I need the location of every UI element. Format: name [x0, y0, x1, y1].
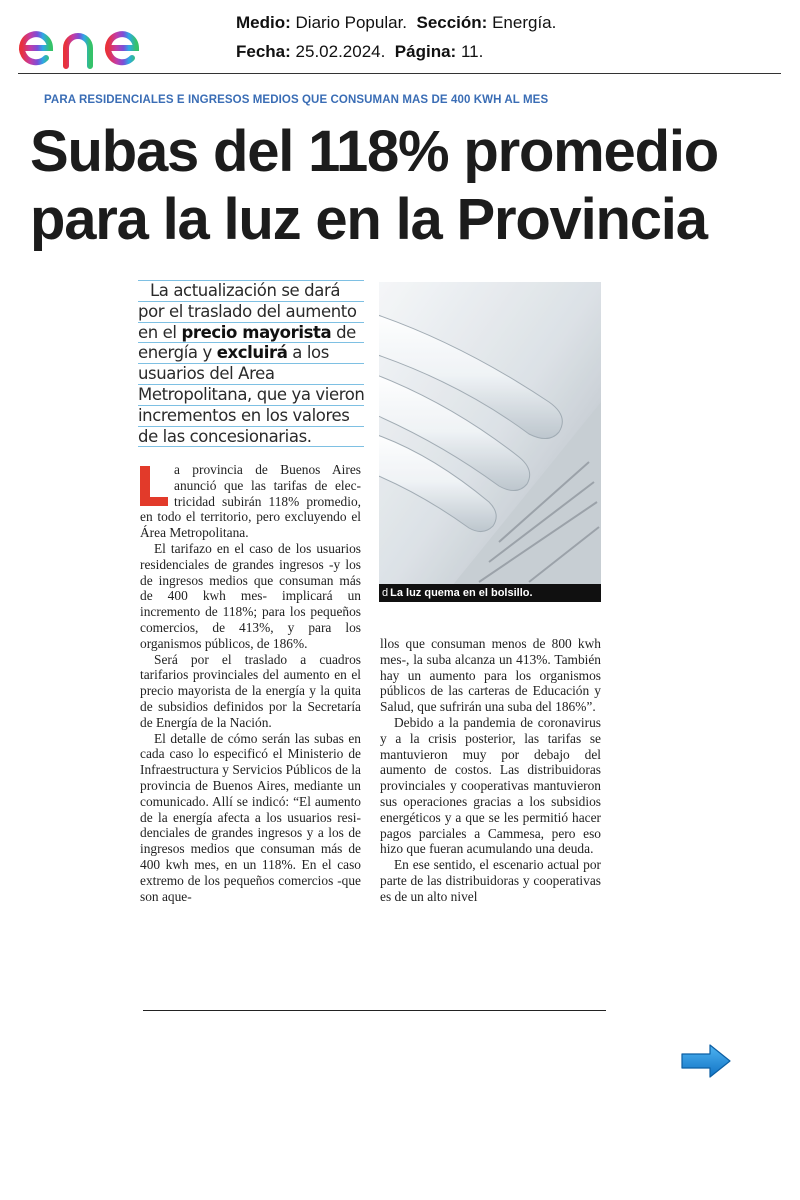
deck-line — [138, 406, 364, 427]
headline-line-1: Subas del 118% promedio — [30, 119, 718, 184]
deck-line — [138, 427, 364, 448]
deck-text: por el traslado del aumento — [138, 301, 357, 321]
enel-logo — [14, 8, 184, 72]
article-body-column-2 — [380, 636, 601, 905]
medio-value: Diario Popular. — [295, 13, 408, 32]
body-paragraph: llos que consuman menos de 800 kwh mes-, la suba alcanza un 413%. También hay un aumento para los organismos públicos de las carteras de Educación y Salud, que sufrirán una suba del 186%”. — [380, 636, 601, 715]
article-bottom-rule — [143, 1010, 606, 1011]
deck-line — [138, 385, 364, 406]
body-paragraph: El tarifazo en el caso de los usuarios residenciales de grandes ingresos -y los de ingresos medios que consuman más de 400 kwh mes- implicará un incremento de 118%; para los pequeños comercios, de 413%, y para los organismos públicos, de 186%. — [140, 540, 361, 651]
body-paragraph: En ese sentido, el escenario actual por parte de las distribuidoras y cooperativas es de un alto nivel — [380, 857, 601, 904]
deck-emphasis: precio mayorista — [181, 322, 332, 342]
deck-text: de las concesionarias. — [138, 426, 312, 446]
deck-line — [138, 343, 364, 364]
deck-text: a los — [287, 343, 329, 363]
deck-line — [138, 323, 364, 344]
fecha-label: Fecha: — [236, 42, 291, 61]
body-paragraph: El detalle de cómo serán las subas en cada caso lo especificó el Ministerio de Infraestructura y Servicios Públicos de la provincia de Buenos Aires, mediante un comunicado. Allí se indicó: “El aumento de la energía afecta a los usuarios residenciales de grandes ingresos y a los de ingresos medios que consuman más de 400 kwh mes, en un 118%. En el caso extremo de los pequeños comercios -que son aque- — [140, 730, 361, 904]
seccion-value: Energía. — [492, 13, 557, 32]
drop-cap — [140, 466, 168, 506]
pagina-value: 11. — [460, 42, 484, 61]
header-divider — [18, 73, 781, 74]
deck-text: en el — [138, 322, 182, 342]
body-paragraph: Será por el traslado a cuadros tarifarios provinciales del aumento en el precio mayorista de la energía y la quita de subsidios definidos por la Secretaría de Energía de la Nación. — [140, 651, 361, 730]
body-paragraph: Debido a la pandemia de coronavirus y a la crisis posterior, las tarifas se mantuvieron muy por debajo del aumento de costos. Las distribuidoras provinciales y cooperativas mantuvieron sus operaciones gracias a los subsidios energéticos y a que se les permitió hacer pagos parciales a Cammesa, pero eso hizo que fueran acumulando una deuda. — [380, 714, 601, 857]
caption-text: La luz quema en el bolsillo. — [390, 587, 533, 599]
deck-text: energía y — [138, 343, 217, 363]
deck-text: usuarios del Area — [138, 364, 275, 384]
enel-wordmark: enel — [14, 8, 16, 9]
deck-line — [138, 364, 364, 385]
article-photo — [379, 282, 601, 602]
caption-mark: d — [382, 587, 389, 599]
pagina-label: Página: — [394, 42, 457, 61]
body-paragraph: a provincia de Buenos Aires anunció que las tarifas de electricidad subirán 118% promedio, en todo el territorio, pero excluyendo el Área Metropolitana. — [140, 462, 361, 541]
clipping-meta — [236, 8, 556, 66]
article-body-column-1 — [140, 462, 361, 904]
photo-lightbulb-bill-image — [379, 282, 601, 602]
deck-text: de — [331, 322, 356, 342]
deck-text: incrementos en los valores — [138, 405, 350, 425]
medio-label: Medio: — [236, 13, 291, 32]
arrow-right-icon[interactable] — [680, 1043, 732, 1079]
meta-row-1 — [236, 8, 556, 37]
fecha-value: 25.02.2024. — [295, 42, 386, 61]
deck-text: La actualización se dará — [150, 281, 341, 300]
deck-text: Metropolitana, que ya vieron — [138, 384, 365, 404]
deck-emphasis: excluirá — [216, 343, 288, 363]
article-deck — [138, 280, 364, 447]
seccion-label: Sección: — [416, 13, 488, 32]
headline-line-2: para la luz en la Provincia — [30, 187, 707, 252]
deck-line — [138, 302, 364, 323]
meta-row-2 — [236, 37, 556, 66]
drop-cap-cutout — [150, 466, 168, 497]
article-kicker: PARA RESIDENCIALES E INGRESOS MEDIOS QUE CONSUMAN MAS DE 400 KWH AL MES — [44, 94, 549, 106]
photo-caption — [379, 584, 601, 602]
deck-line — [138, 280, 364, 302]
article-headline — [30, 118, 790, 254]
